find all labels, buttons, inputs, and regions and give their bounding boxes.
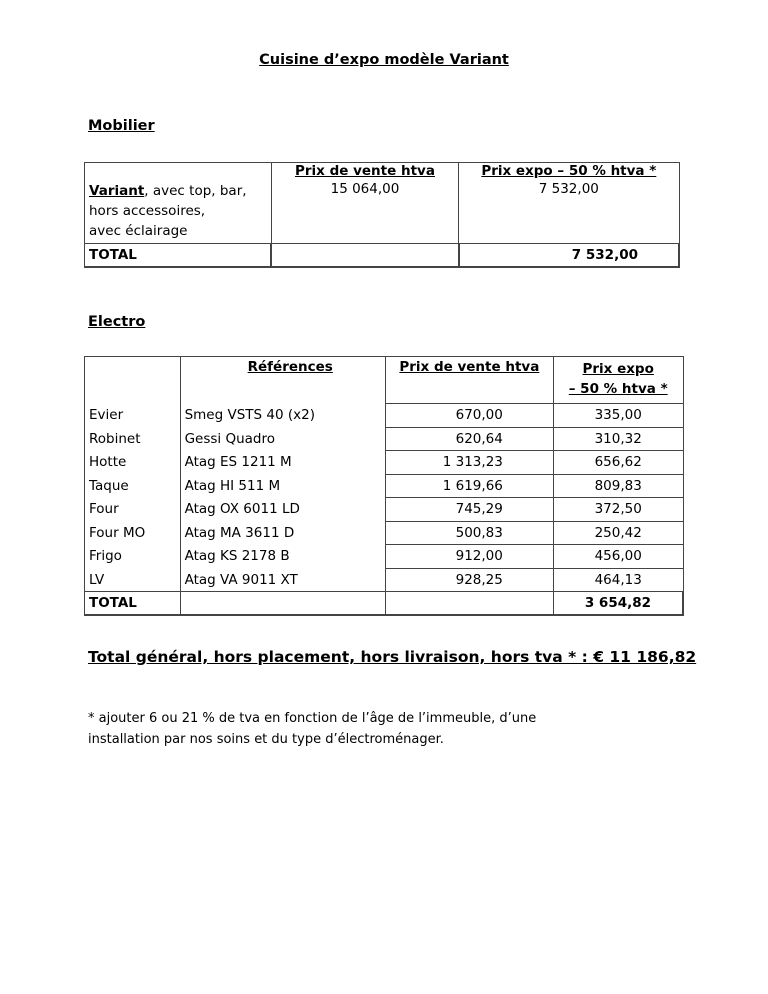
mobilier-table xyxy=(84,162,680,268)
mobilier-total-value: 7 532,00 xyxy=(459,244,679,268)
electro-row-vente: 912,00 xyxy=(385,545,553,569)
electro-row-expo: 335,00 xyxy=(553,404,683,428)
electro-row xyxy=(85,427,684,451)
electro-row-name: Evier xyxy=(85,404,181,428)
mobilier-total-label: TOTAL xyxy=(85,244,272,268)
electro-row-vente: 500,83 xyxy=(385,521,553,545)
electro-row-ref: Atag VA 9011 XT xyxy=(180,568,385,592)
electro-row-name: Taque xyxy=(85,474,181,498)
mobilier-total-empty xyxy=(271,244,458,268)
mobilier-col-prix-expo-label: Prix expo – 50 % htva * xyxy=(481,163,657,179)
electro-col-prix-expo xyxy=(553,357,683,404)
electro-row-expo: 372,50 xyxy=(553,498,683,522)
electro-row-expo: 250,42 xyxy=(553,521,683,545)
electro-col-prix-expo-label-2: – 50 % htva * xyxy=(568,381,668,397)
electro-col-prix-vente-label: Prix de vente htva xyxy=(399,359,540,375)
electro-col-references-label: Références xyxy=(247,359,333,375)
mobilier-col-prix-expo xyxy=(459,163,679,182)
electro-row xyxy=(85,451,684,475)
electro-row-expo: 456,00 xyxy=(553,545,683,569)
electro-row-vente: 745,29 xyxy=(385,498,553,522)
electro-header-row xyxy=(85,357,684,404)
electro-row xyxy=(85,474,684,498)
mobilier-heading: Mobilier xyxy=(88,118,155,134)
electro-row-ref: Atag HI 511 M xyxy=(180,474,385,498)
grand-total: Total général, hors placement, hors livraison, hors tva * : € 11 186,82 xyxy=(88,648,697,666)
electro-row xyxy=(85,568,684,592)
electro-total-label: TOTAL xyxy=(85,592,181,616)
electro-row xyxy=(85,498,684,522)
mobilier-col-prix-vente-label: Prix de vente htva xyxy=(294,163,435,179)
electro-col-prix-vente xyxy=(385,357,553,404)
electro-col-prix-expo-label-1: Prix expo xyxy=(582,361,654,377)
electro-col-references xyxy=(180,357,385,404)
electro-heading: Electro xyxy=(88,314,146,330)
electro-row-vente: 928,25 xyxy=(385,568,553,592)
electro-row xyxy=(85,521,684,545)
electro-table xyxy=(84,356,684,616)
footnote xyxy=(88,708,708,750)
electro-row-expo: 464,13 xyxy=(553,568,683,592)
electro-row-name: Four xyxy=(85,498,181,522)
mobilier-col-prix-vente xyxy=(271,163,458,182)
electro-row-ref: Atag ES 1211 M xyxy=(180,451,385,475)
mobilier-item-row xyxy=(85,181,680,244)
footnote-line-1: * ajouter 6 ou 21 % de tva en fonction de l’âge de l’immeuble, d’une xyxy=(88,711,537,726)
electro-empty-header xyxy=(85,357,181,404)
electro-row-ref: Gessi Quadro xyxy=(180,427,385,451)
electro-row xyxy=(85,545,684,569)
electro-total-row xyxy=(85,592,684,616)
mobilier-item-desc-1: , avec top, bar, xyxy=(144,183,247,199)
electro-total-empty-2 xyxy=(385,592,553,616)
electro-row-ref: Smeg VSTS 40 (x2) xyxy=(180,404,385,428)
electro-row-expo: 656,62 xyxy=(553,451,683,475)
electro-row-name: Robinet xyxy=(85,427,181,451)
electro-row-name: LV xyxy=(85,568,181,592)
electro-row-vente: 620,64 xyxy=(385,427,553,451)
electro-row-expo: 809,83 xyxy=(553,474,683,498)
electro-total-empty-1 xyxy=(180,592,385,616)
electro-row-expo: 310,32 xyxy=(553,427,683,451)
electro-row-vente: 1 619,66 xyxy=(385,474,553,498)
document-title: Cuisine d’expo modèle Variant xyxy=(259,52,509,68)
electro-row-vente: 1 313,23 xyxy=(385,451,553,475)
electro-row-ref: Atag MA 3611 D xyxy=(180,521,385,545)
mobilier-header-row xyxy=(85,163,680,182)
electro-row xyxy=(85,404,684,428)
mobilier-item-desc xyxy=(85,181,272,244)
electro-row-ref: Atag OX 6011 LD xyxy=(180,498,385,522)
mobilier-total-row xyxy=(85,244,680,268)
mobilier-item-desc-3: avec éclairage xyxy=(89,223,188,239)
electro-row-vente: 670,00 xyxy=(385,404,553,428)
electro-row-name: Hotte xyxy=(85,451,181,475)
electro-row-name: Four MO xyxy=(85,521,181,545)
footnote-line-2: installation par nos soins et du type d’électroménager. xyxy=(88,732,444,747)
electro-row-ref: Atag KS 2178 B xyxy=(180,545,385,569)
mobilier-item-name: Variant xyxy=(89,183,145,199)
mobilier-item-prix-expo: 7 532,00 xyxy=(459,181,679,244)
mobilier-empty-header xyxy=(85,163,272,182)
mobilier-item-prix-vente: 15 064,00 xyxy=(271,181,458,244)
mobilier-item-desc-2: hors accessoires, xyxy=(89,203,206,219)
electro-row-name: Frigo xyxy=(85,545,181,569)
electro-total-value: 3 654,82 xyxy=(553,592,683,616)
